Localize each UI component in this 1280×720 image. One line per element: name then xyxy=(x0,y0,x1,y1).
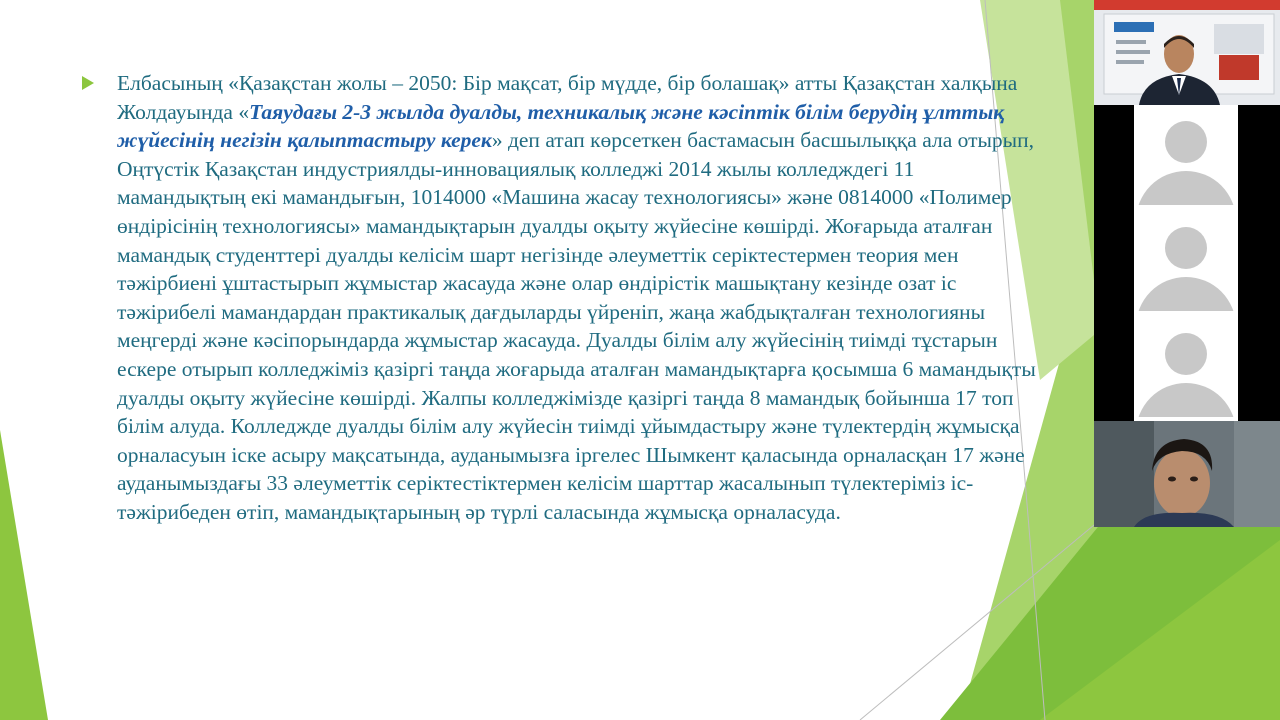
avatar-body-icon xyxy=(1136,383,1236,417)
slide-body-text xyxy=(117,69,1042,527)
participant-placeholder-2[interactable] xyxy=(1134,211,1238,311)
avatar-head-icon xyxy=(1165,121,1207,163)
body-rest: » деп атап көрсеткен бастамасын басшылыққа ала отырып, Оңтүстік Қазақстан индустриялды-инновациялық колледжі 2014 жылы колледждегі 11 мамандықтың екі мамандығын, 1014000 «Машина жасау технологиясы» және 0814000 «Полимер өндірісінің технологиясы» мамандықтарын дуалды оқыту жүйесіне көшірді. Жоғарыда аталған мамандық студенттері дуалды келісім шарт негізінде әлеуметтік серіктестермен теория мен тәжірбиені ұштастырып жұмыстар жасауда және олар өндірістік машықтану кезінде озат іс тәжірибелі мамандардан практикалық дағдыларды үйреніп, жаңа жабдықталған технологияны меңгерді және кәсіпорындарда жұмыстар жасауда. Дуалды білім алу жүйесінің тиімді тұстарын ескере отырып колледжіміз қазіргі таңда жоғарыда аталған мамандықтарға қосымша 6 мамандықты дуалды оқыту жүйесіне көшірді. Жалпы колледжімізде қазіргі таңда 8 мамандық бойынша 17 топ білім алуда. Колледжде дуалды білім алу жүйесін тиімді ұйымдастыру және түлектердің жұмысқа орналасуын іске асыру мақсатында, ауданымызға іргелес Шымкент қаласында орналасқан 17 және ауданымыздағы 33 әлеуметтік серіктестіктермен келісім шарттар жасалынып түлектеріміз іс-тәжірибеден өтіп, мамандықтарының әр түрлі саласында жұмысқа орналасуда. xyxy=(117,128,1036,524)
participant-2-frame xyxy=(1094,421,1280,527)
placeholder-panel xyxy=(1134,105,1238,421)
video-participants-panel xyxy=(1094,0,1280,720)
body-intro: Елбасының «Қазақстан жолы – 2050: Бір мақсат, бір мүдде, бір болашақ» атты Қазақстан халқына Жолдауында « xyxy=(117,71,1018,124)
avatar-body-icon xyxy=(1136,171,1236,205)
body-emphasis-quote: Таяудағы 2-3 жылда дуалды, техникалық және кәсіптік білім берудің ұлттық жүйесінің негізін қалыптастыру керек xyxy=(117,99,1005,153)
avatar-body-icon xyxy=(1136,277,1236,311)
avatar-head-icon xyxy=(1165,227,1207,269)
participant-video-1[interactable] xyxy=(1094,0,1280,105)
participant-placeholder-3[interactable] xyxy=(1134,317,1238,417)
participant-video-2[interactable] xyxy=(1094,421,1280,527)
participant-placeholder-1[interactable] xyxy=(1134,105,1238,205)
bullet-arrow-icon xyxy=(82,76,94,90)
green-corner-left xyxy=(0,430,48,720)
avatar-head-icon xyxy=(1165,333,1207,375)
participant-placeholder-group xyxy=(1094,105,1280,421)
participant-1-frame xyxy=(1094,0,1280,105)
